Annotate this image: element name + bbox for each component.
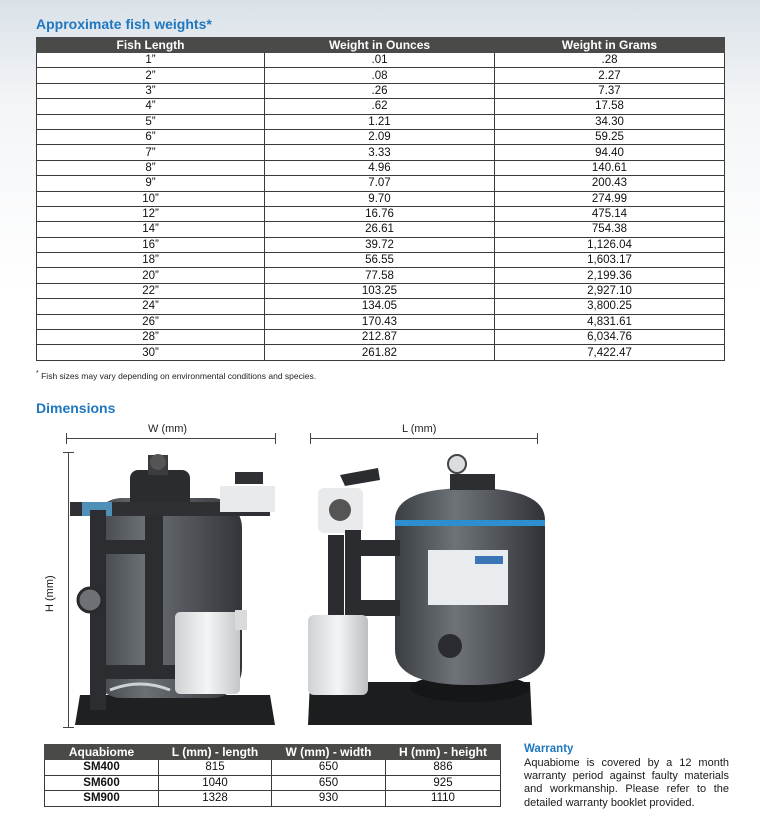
fish-weight-row <box>37 330 725 345</box>
fish-weight-row <box>37 345 725 360</box>
fish-length-cell: 5” <box>37 114 265 129</box>
footnote-mark: * <box>36 370 39 377</box>
fish-length-cell: 12” <box>37 206 265 221</box>
weight-grams-cell: 6,034.76 <box>495 330 725 345</box>
weight-grams-cell: 2,199.36 <box>495 268 725 283</box>
fish-length-cell: 26” <box>37 314 265 329</box>
weight-ounces-cell: 16.76 <box>265 206 495 221</box>
fish-weight-row <box>37 129 725 144</box>
width-cell: 650 <box>272 760 386 776</box>
width-dimension-line <box>66 438 276 439</box>
height-cell: 886 <box>386 760 501 776</box>
fish-weights-table <box>36 37 725 361</box>
weight-ounces-cell: 3.33 <box>265 145 495 160</box>
weight-ounces-cell: .62 <box>265 99 495 114</box>
header-height: H (mm) - height <box>386 745 501 760</box>
fish-length-cell: 18” <box>37 253 265 268</box>
fish-weight-row <box>37 314 725 329</box>
fish-length-cell: 1” <box>37 53 265 68</box>
weight-grams-cell: 7.37 <box>495 83 725 98</box>
weight-ounces-cell: 56.55 <box>265 253 495 268</box>
width-cell: 650 <box>272 775 386 791</box>
fish-weight-row <box>37 83 725 98</box>
length-cell: 1328 <box>159 791 272 807</box>
weight-grams-cell: 475.14 <box>495 206 725 221</box>
header-length: L (mm) - length <box>159 745 272 760</box>
header-weight-grams: Weight in Grams <box>495 38 725 53</box>
height-cell: 1110 <box>386 791 501 807</box>
footnote-text: Fish sizes may vary depending on environmental conditions and species. <box>41 370 317 381</box>
model-cell: SM400 <box>45 760 159 776</box>
weight-ounces-cell: 103.25 <box>265 283 495 298</box>
fish-weight-row <box>37 160 725 175</box>
length-cell: 1040 <box>159 775 272 791</box>
fish-weight-row <box>37 114 725 129</box>
weight-grams-cell: 2,927.10 <box>495 283 725 298</box>
width-dimension-tick-left <box>66 433 67 444</box>
warranty-text: Aquabiome is covered by a 12 month warranty period against faulty materials and workmanship. Please refer to the detailed warranty booklet provided. <box>524 757 729 809</box>
weight-grams-cell: 274.99 <box>495 191 725 206</box>
dimensions-header-row <box>45 745 501 760</box>
fish-length-cell: 7” <box>37 145 265 160</box>
weight-ounces-cell: 26.61 <box>265 222 495 237</box>
weight-ounces-cell: 9.70 <box>265 191 495 206</box>
fish-weight-row <box>37 237 725 252</box>
dimensions-table <box>44 744 501 807</box>
weight-ounces-cell: .08 <box>265 68 495 83</box>
fish-weights-footnote <box>36 370 316 381</box>
weight-grams-cell: 4,831.61 <box>495 314 725 329</box>
weight-grams-cell: 94.40 <box>495 145 725 160</box>
width-label: W (mm) <box>148 423 188 435</box>
fish-weight-row <box>37 253 725 268</box>
fish-length-cell: 4” <box>37 99 265 114</box>
fish-weight-row <box>37 299 725 314</box>
fish-length-cell: 2” <box>37 68 265 83</box>
fish-weight-row <box>37 176 725 191</box>
length-label: L (mm) <box>402 423 437 435</box>
weight-ounces-cell: 4.96 <box>265 160 495 175</box>
height-cell: 925 <box>386 775 501 791</box>
fish-length-cell: 9” <box>37 176 265 191</box>
height-dimension-tick-bottom <box>63 727 74 728</box>
width-dimension-tick-right <box>275 433 276 444</box>
weight-ounces-cell: 39.72 <box>265 237 495 252</box>
fish-weight-row <box>37 145 725 160</box>
height-label: H (mm) <box>44 575 56 612</box>
height-dimension-tick-top <box>63 452 74 453</box>
fish-length-cell: 24” <box>37 299 265 314</box>
filter-side-view-image <box>300 450 550 735</box>
height-dimension-line <box>68 452 69 728</box>
weight-grams-cell: 3,800.25 <box>495 299 725 314</box>
header-weight-ounces: Weight in Ounces <box>265 38 495 53</box>
fish-length-cell: 3” <box>37 83 265 98</box>
model-cell: SM900 <box>45 791 159 807</box>
weight-ounces-cell: 170.43 <box>265 314 495 329</box>
fish-weight-row <box>37 283 725 298</box>
weight-ounces-cell: .01 <box>265 53 495 68</box>
fish-weight-row <box>37 191 725 206</box>
dimensions-title: Dimensions <box>36 400 116 416</box>
weight-ounces-cell: 261.82 <box>265 345 495 360</box>
weight-grams-cell: 59.25 <box>495 129 725 144</box>
dimensions-row <box>45 775 501 791</box>
fish-length-cell: 14” <box>37 222 265 237</box>
weight-grams-cell: 1,603.17 <box>495 253 725 268</box>
fish-length-cell: 28” <box>37 330 265 345</box>
fish-weight-row <box>37 268 725 283</box>
fish-length-cell: 16” <box>37 237 265 252</box>
weight-grams-cell: 1,126.04 <box>495 237 725 252</box>
fish-weight-row <box>37 222 725 237</box>
fish-length-cell: 8” <box>37 160 265 175</box>
weight-ounces-cell: 2.09 <box>265 129 495 144</box>
weight-ounces-cell: .26 <box>265 83 495 98</box>
weight-grams-cell: 17.58 <box>495 99 725 114</box>
weight-ounces-cell: 77.58 <box>265 268 495 283</box>
dimensions-row <box>45 791 501 807</box>
weight-grams-cell: .28 <box>495 53 725 68</box>
fish-weights-title: Approximate fish weights* <box>36 16 212 32</box>
fish-weight-row <box>37 206 725 221</box>
weight-ounces-cell: 1.21 <box>265 114 495 129</box>
header-width: W (mm) - width <box>272 745 386 760</box>
header-aquabiome: Aquabiome <box>45 745 159 760</box>
weight-grams-cell: 754.38 <box>495 222 725 237</box>
fish-length-cell: 10” <box>37 191 265 206</box>
weight-grams-cell: 140.61 <box>495 160 725 175</box>
length-dimension-tick-right <box>537 433 538 444</box>
length-cell: 815 <box>159 760 272 776</box>
fish-length-cell: 30” <box>37 345 265 360</box>
fish-weight-row <box>37 68 725 83</box>
warranty-title: Warranty <box>524 743 574 755</box>
weight-grams-cell: 34.30 <box>495 114 725 129</box>
dimensions-row <box>45 760 501 776</box>
width-cell: 930 <box>272 791 386 807</box>
weight-grams-cell: 200.43 <box>495 176 725 191</box>
fish-length-cell: 22” <box>37 283 265 298</box>
fish-weight-row <box>37 99 725 114</box>
weight-ounces-cell: 7.07 <box>265 176 495 191</box>
weight-grams-cell: 2.27 <box>495 68 725 83</box>
fish-length-cell: 20” <box>37 268 265 283</box>
fish-weights-header-row <box>37 38 725 53</box>
filter-front-view-image <box>70 450 280 735</box>
header-fish-length: Fish Length <box>37 38 265 53</box>
fish-weight-row <box>37 53 725 68</box>
fish-length-cell: 6” <box>37 129 265 144</box>
weight-ounces-cell: 134.05 <box>265 299 495 314</box>
weight-grams-cell: 7,422.47 <box>495 345 725 360</box>
length-dimension-line <box>310 438 538 439</box>
weight-ounces-cell: 212.87 <box>265 330 495 345</box>
length-dimension-tick-left <box>310 433 311 444</box>
model-cell: SM600 <box>45 775 159 791</box>
